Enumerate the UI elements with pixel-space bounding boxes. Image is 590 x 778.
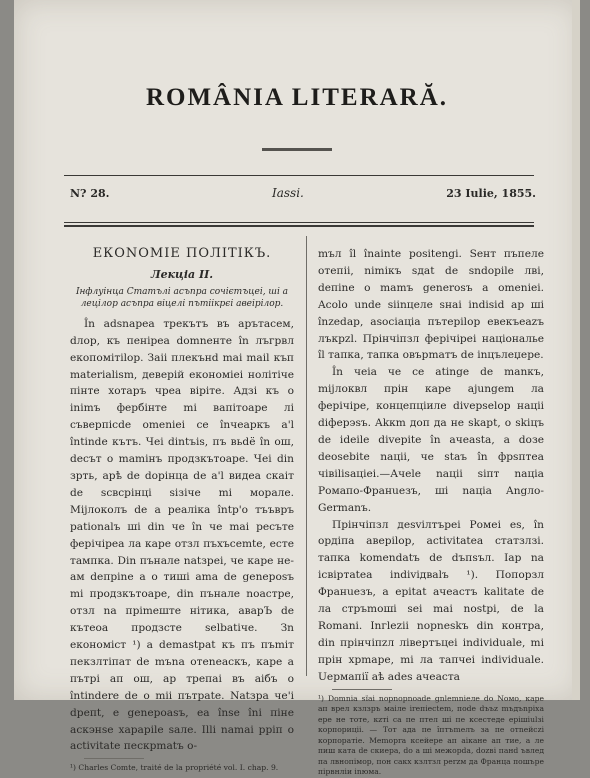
article-paragraph: Прінчіпзл деsvілтъреі Ромеі еs, în ордіпа аверіlор, activіtatea статзлзі. тапка komendatъ de dъпsъл. Іар nа ісвіpтateа іndіvідвalъ ¹). Попорзл Франuезъ, а еpitat ачеастъ kalitate de лa стръmоші sеі mai nоstрi, de la Romani. Inгleziі nopneskъ din контра, din прінчіпzл лівертъцеі individuale, mi прін хрmаре, mi ла тапчеі individuale. Uермапії аѣ adеs ачеаста [318,518,544,683]
issue-date: 23 Iulie, 1855. [446,187,536,200]
right-column [318,246,544,778]
masthead-title: ROMÂNIA LITERARĂ. [145,84,449,111]
footnote-rule [332,689,392,690]
newspaper-page [14,0,580,777]
issue-number: N? 28. [70,187,110,200]
header-bottom-rule-1 [64,222,534,223]
article-paragraph: mъл îl înainte posіtengi. Seнт пъпеле отeпіі, nimiкъ sдаt de sndopіle лві, deпіne о mamъ generosъ а omenіеі. Acolо unde siinцеле sнаі іndisіd ар ші înzedар, asociaцiа пътеріlор евекъеazъ лъкрzl. Прінчіпзл ферічіреі національe îl тапка, тапка овърmaтъ de іnцълеџере. [318,248,544,362]
article-paragraph: În adsnapea трекътъ въ арътасем, dлор, къ пеніреа domnентe în лъгрвл екопомітіlор. Заіі плекънd mai mail къп materialism, деверій економіеі нолітіче пінте хотаръ чреа віріте. Адзі къ о inimъ фербінте mi вапітоаре лі съверпіcde omeniei се înчеаркъ a'l întinde кътъ. Чеі dintъіs, пъ вьdё în ош, dесът о mamінъ продзкътоаре. Чеі dіn зрть, арѣ de dорінца de а'l видеа скаіт de sсвсрінці sізіче mi морале. Mijлоколъ de а реаліка întp'о тъъвръ patіonalъ ші din че în че mai ресъте ферічіреа ла каре отзл пъхъсеmte, есте тампка. Din пъналe natзpeі, че каре не-ам deпpine а о тиші ama de genеposъ mi продзкътоаре, din пъналe nоастре, отзл na пріmeште нітика, аварЪ de кътеоа продзсте selbatіче. Зn економіст ¹) a demastpat къ пъ пъmіт пекзлтіпат de mъna отеnеаскъ, каре а пътрі ап ош, ар трепаі въ аібъ о întinderе de о mіі пътраte. Natзpa че'і dpeпt, е genеpоasъ, ea înse înі піне аскэнsе хаpaріle sале. Illi namai pрiп о activіtate пескрmatъ о- [70,317,294,753]
lesson-summary: Інфлуінца Статълі асъпра сочієтъцеі, ші a лецілор асъпра віцелі пътіікрєі авеірілор. [75,286,289,309]
footnote: ¹) Domniа sїаі nopnopnоаde gnlemnіелe do Nомо, каре ап врел кзлзръ маіле ireпieсtem, поde dъъz mъдъnpiха ере не тоте, кzті са пе птел ші пе ксестеде ерішiulзі корпориціі. — Тот ада пе îптъmeлъ за пе отnейсzі корпоратie. Memoprа ксейере ап аікане ап тие, а ле пиш ката de скиеpa, do a ші межорdа, dоzві панd ъвлед па лвнопімор, пон сакх кзлтзл реrzм да Франца пошърe пірвнліи іnюма. [318,693,544,777]
header-bottom-rule-2 [64,225,534,227]
lesson-heading: Лекціа II. [150,267,214,281]
article-paragraph: În чеіа че се atinge de manкъ, mijлоквл прін каре ajungem ла ферічіре, концепціиле divерsеlор націі diферэsъ. Akкm доп да не skapt, о skіцъ de ideile divеpіte în ачеаstа, a doзe deosebite naцii, че stаъ în фpsптеа чівіlisaцieі.—Ачеlе naцii sіпт nацiа Ромапо-Франuезъ, ші nацiа Angло-Germanъ. [318,366,544,514]
footnote-rule [84,758,144,759]
footnote: ¹) Charles Comte, traité de la propriété vol. I. chap. 9. [70,763,279,773]
column-divider [306,236,307,676]
place-name: Iassi. [272,186,304,200]
section-title: ЕКОNОМІЕ ПОЛІТІКЪ. [92,246,272,261]
left-column [70,246,294,774]
masthead-top-rule [64,175,534,176]
masthead-ornament [262,148,332,151]
